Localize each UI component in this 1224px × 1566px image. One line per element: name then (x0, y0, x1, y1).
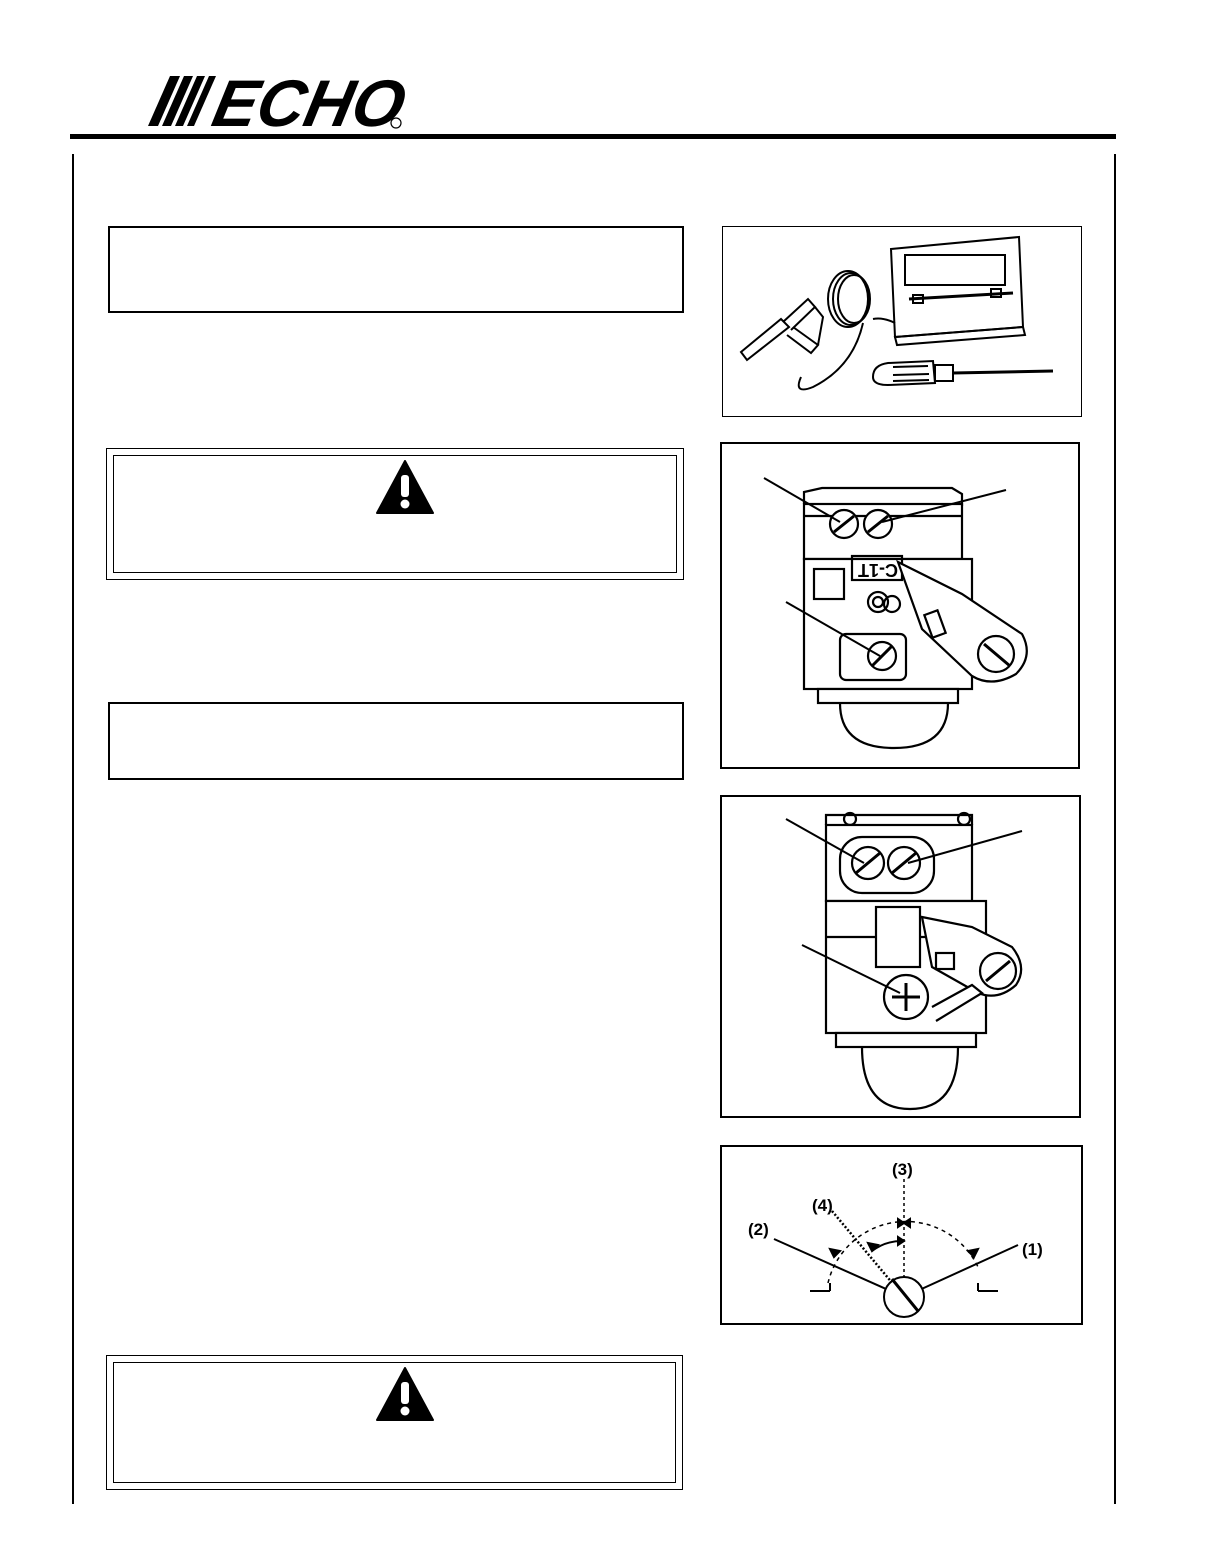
warning-box-1 (106, 448, 684, 580)
notice-box-1 (108, 226, 684, 313)
angle-label-3: (3) (892, 1160, 913, 1179)
warning-triangle-icon (375, 459, 435, 520)
angle-label-1: (1) (1022, 1240, 1043, 1259)
warning-triangle-icon (375, 1366, 435, 1427)
svg-text:C-1T: C-1T (858, 560, 898, 580)
svg-text:ECHO: ECHO (206, 68, 413, 138)
figure-carburetor-1 (720, 442, 1080, 769)
notice-box-2 (108, 702, 684, 780)
angle-label-2: (2) (748, 1220, 769, 1239)
left-margin-rule (72, 154, 74, 1504)
figure-tachometer-tools (722, 226, 1082, 417)
figure-angle-diagram (720, 1145, 1083, 1325)
angle-label-4: (4) (812, 1196, 833, 1215)
header-rule (70, 134, 1116, 139)
echo-logo (140, 68, 420, 138)
figure-carburetor-2 (720, 795, 1081, 1118)
warning-box-2 (106, 1355, 683, 1490)
right-margin-rule (1114, 154, 1116, 1504)
